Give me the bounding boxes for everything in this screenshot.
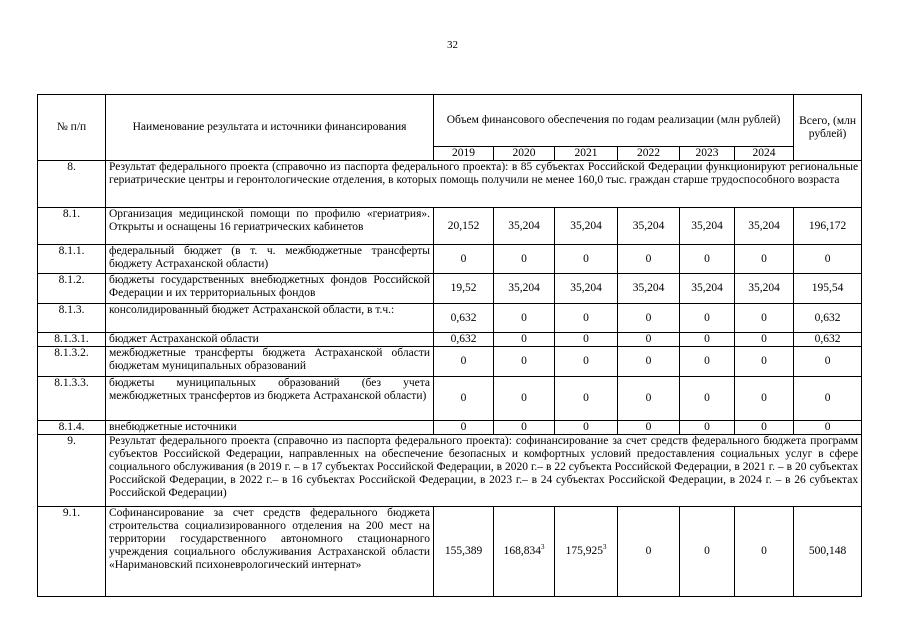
year-value: 0 xyxy=(704,545,710,557)
year-value: 35,204 xyxy=(508,282,540,294)
table-row xyxy=(38,333,862,347)
row-number: 9. xyxy=(38,435,106,507)
year-value-cell xyxy=(680,347,735,377)
year-value-cell xyxy=(555,347,618,377)
row-total: 0 xyxy=(794,377,862,421)
year-value: 0 xyxy=(761,392,767,404)
row-name: Софинансирование за счет средств федерального бюджета строительства социализированного отделения на 200 мест на территории государственного автономного стационарного учреждения социального обслуживания Астраханской области «Наримановский психоневрологический интернат» xyxy=(106,507,434,597)
table-row xyxy=(38,507,862,597)
table-row xyxy=(38,435,862,507)
header-num: № п/п xyxy=(38,95,106,161)
year-value-cell xyxy=(434,245,494,274)
year-value-cell xyxy=(735,304,794,333)
header-total: Всего, (млн рублей) xyxy=(794,95,862,161)
year-value: 0 xyxy=(704,355,710,367)
year-value: 0 xyxy=(460,355,467,367)
year-value-cell xyxy=(680,208,735,245)
year-value: 0 xyxy=(761,355,767,367)
year-value: 0 xyxy=(761,333,767,345)
page-number: 32 xyxy=(447,39,458,51)
financing-table xyxy=(37,94,862,597)
year-value: 0 xyxy=(521,333,527,345)
year-value: 0 xyxy=(521,252,527,265)
year-value-cell xyxy=(618,333,680,347)
year-value-cell xyxy=(494,274,555,304)
row-total: 0,632 xyxy=(794,333,862,347)
year-value: 0 xyxy=(645,311,652,324)
year-value-cell xyxy=(434,421,494,435)
year-value-cell xyxy=(494,208,555,245)
row-number: 8.1.3.1. xyxy=(38,333,106,347)
year-value-cell xyxy=(618,208,680,245)
year-value-cell xyxy=(735,507,794,597)
row-number: 8.1. xyxy=(38,208,106,245)
year-value-cell xyxy=(494,304,555,333)
year-value: 19,52 xyxy=(450,282,477,294)
footnote-mark: 3 xyxy=(540,543,545,552)
table-row xyxy=(38,161,862,208)
year-value: 35,204 xyxy=(508,219,540,232)
year-value-cell xyxy=(555,208,618,245)
row-number: 8.1.1. xyxy=(38,245,106,274)
year-value-cell xyxy=(494,333,555,347)
year-value-cell xyxy=(555,245,618,274)
header-year: 2022 xyxy=(618,147,680,161)
year-value-cell xyxy=(618,347,680,377)
year-value-cell xyxy=(680,274,735,304)
year-value: 155,389 xyxy=(444,545,483,557)
year-value: 35,204 xyxy=(691,219,723,232)
year-value: 0 xyxy=(761,545,767,557)
year-value: 0 xyxy=(761,311,767,324)
year-value-cell xyxy=(494,245,555,274)
year-value-cell xyxy=(680,421,735,435)
year-value: 0 xyxy=(704,311,710,324)
year-value-cell xyxy=(680,304,735,333)
year-value: 20,152 xyxy=(447,219,480,232)
header-year: 2021 xyxy=(555,147,618,161)
year-value: 168,834 xyxy=(503,545,541,557)
year-value-cell xyxy=(555,377,618,421)
year-value-cell xyxy=(434,333,494,347)
row-total: 196,172 xyxy=(794,208,862,245)
row-name: бюджеты муниципальных образований (без учета межбюджетных трансфертов из бюджета Астраханской области) xyxy=(106,377,434,421)
year-value-cell xyxy=(680,507,735,597)
year-value-cell xyxy=(434,274,494,304)
year-value: 0 xyxy=(460,421,467,433)
table-row xyxy=(38,377,862,421)
year-value-cell xyxy=(555,304,618,333)
year-value-cell xyxy=(618,507,680,597)
year-value-cell xyxy=(735,347,794,377)
year-value-cell xyxy=(735,208,794,245)
row-number: 8.1.4. xyxy=(38,421,106,435)
year-value: 0 xyxy=(645,355,652,367)
year-value-cell xyxy=(735,245,794,274)
year-value-cell xyxy=(618,245,680,274)
row-name: федеральный бюджет (в т. ч. межбюджетные трансферты бюджету Астраханской области) xyxy=(106,245,434,274)
year-value-cell xyxy=(680,377,735,421)
year-value: 0 xyxy=(761,252,767,265)
year-value-cell xyxy=(434,304,494,333)
year-value: 0 xyxy=(583,421,589,433)
year-value-cell xyxy=(494,347,555,377)
row-number: 8.1.3.2. xyxy=(38,347,106,377)
year-value: 0 xyxy=(704,421,710,433)
year-value: 0,632 xyxy=(450,311,477,324)
row-name: внебюджетные источники xyxy=(106,421,434,435)
table-row xyxy=(38,347,862,377)
year-value: 0 xyxy=(521,355,527,367)
year-value: 0 xyxy=(521,311,527,324)
year-value: 0 xyxy=(583,252,589,265)
year-value-cell xyxy=(680,245,735,274)
year-value: 0 xyxy=(583,355,589,367)
year-value: 0 xyxy=(761,421,767,433)
year-value: 0 xyxy=(704,392,710,404)
table-row xyxy=(38,245,862,274)
year-value: 0 xyxy=(460,392,467,404)
year-value: 35,204 xyxy=(748,282,780,294)
row-number: 8.1.3.3. xyxy=(38,377,106,421)
year-value-cell xyxy=(618,304,680,333)
year-value: 35,204 xyxy=(570,282,602,294)
row-name: бюджет Астраханской области xyxy=(106,333,434,347)
year-value-cell xyxy=(555,421,618,435)
year-value: 35,204 xyxy=(691,282,723,294)
year-value: 0 xyxy=(645,421,652,433)
row-number: 8. xyxy=(38,161,106,208)
table-row xyxy=(38,274,862,304)
row-name: межбюджетные трансферты бюджета Астраханской области бюджетам муниципальных образований xyxy=(106,347,434,377)
year-value-cell xyxy=(680,333,735,347)
year-value-cell xyxy=(735,333,794,347)
row-total: 195,54 xyxy=(794,274,862,304)
year-value-cell xyxy=(618,421,680,435)
year-value: 0 xyxy=(704,333,710,345)
year-value-cell xyxy=(494,421,555,435)
row-number: 8.1.2. xyxy=(38,274,106,304)
header-name: Наименование результата и источники финансирования xyxy=(106,95,434,161)
year-value-cell xyxy=(735,274,794,304)
header-volume: Объем финансового обеспечения по годам реализации (млн рублей) xyxy=(434,95,794,147)
header-year: 2024 xyxy=(735,147,794,161)
year-value: 0 xyxy=(645,545,652,557)
row-number: 8.1.3. xyxy=(38,304,106,333)
year-value: 0 xyxy=(583,333,589,345)
year-value: 35,204 xyxy=(748,219,780,232)
year-value: 0 xyxy=(583,392,589,404)
header-year: 2019 xyxy=(434,147,494,161)
year-value-cell xyxy=(618,377,680,421)
year-value-cell xyxy=(434,208,494,245)
year-value: 0 xyxy=(645,333,652,345)
year-value-cell xyxy=(735,421,794,435)
year-value: 0 xyxy=(645,252,652,265)
year-value-cell xyxy=(555,274,618,304)
year-value: 0,632 xyxy=(450,333,477,345)
year-value-cell xyxy=(494,377,555,421)
table-row xyxy=(38,421,862,435)
year-value-cell xyxy=(434,347,494,377)
table-row xyxy=(38,208,862,245)
row-total: 0 xyxy=(794,421,862,435)
footnote-mark: 3 xyxy=(602,543,607,552)
row-total: 0 xyxy=(794,347,862,377)
year-value: 0 xyxy=(521,421,527,433)
row-total: 0 xyxy=(794,245,862,274)
result-description: Результат федерального проекта (справочно из паспорта федерального проекта): софинансирование за счет средств федерального бюджета программ субъектов Российской Федерации, направленных на обеспечение безопасных и комфортных условий предоставления социальных услуг в сфере социального обслуживания (в 2019 г. – в 17 субъектах Российской Федерации, в 2020 г.– в 22 субъекта Российской Федерации, в 2021 г. – в 20 субъектах Российской Федерации, в 2022 г.– в 16 субъектах Российской Федерации, в 2023 г.– в 24 субъектах Российской Федерации, в 2024 г. – в 26 субъектах Российской Федерации) xyxy=(106,435,862,507)
year-value-cell xyxy=(434,377,494,421)
year-value: 35,204 xyxy=(632,282,665,294)
row-name: консолидированный бюджет Астраханской области, в т.ч.: xyxy=(106,304,434,333)
row-number: 9.1. xyxy=(38,507,106,597)
year-value: 0 xyxy=(521,392,527,404)
year-value: 175,925 xyxy=(565,545,603,557)
table-row xyxy=(38,304,862,333)
year-value-cell xyxy=(735,377,794,421)
year-value: 35,204 xyxy=(632,219,665,232)
year-value-cell xyxy=(618,274,680,304)
year-value-cell xyxy=(555,507,618,597)
header-year: 2020 xyxy=(494,147,555,161)
result-description: Результат федерального проекта (справочно из паспорта федерального проекта): в 85 субъектах Российской Федерации функционируют региональные гериатрические центры и геронтологические отделения, в которых помощь получили не менее 160,0 тыс. граждан старше трудоспособного возраста xyxy=(106,161,862,208)
row-total: 500,148 xyxy=(794,507,862,597)
row-name: бюджеты государственных внебюджетных фондов Российской Федерации и их территориальных фондов xyxy=(106,274,434,304)
row-total: 0,632 xyxy=(794,304,862,333)
year-value: 0 xyxy=(460,252,467,265)
year-value-cell xyxy=(494,507,555,597)
header-row xyxy=(38,95,862,147)
year-value-cell xyxy=(434,507,494,597)
header-year: 2023 xyxy=(680,147,735,161)
year-value: 0 xyxy=(645,392,652,404)
year-value: 0 xyxy=(704,252,710,265)
year-value-cell xyxy=(555,333,618,347)
year-value: 0 xyxy=(583,311,589,324)
year-value: 35,204 xyxy=(570,219,602,232)
row-name: Организация медицинской помощи по профилю «гериатрия». Открыты и оснащены 16 гериатрических кабинетов xyxy=(106,208,434,245)
